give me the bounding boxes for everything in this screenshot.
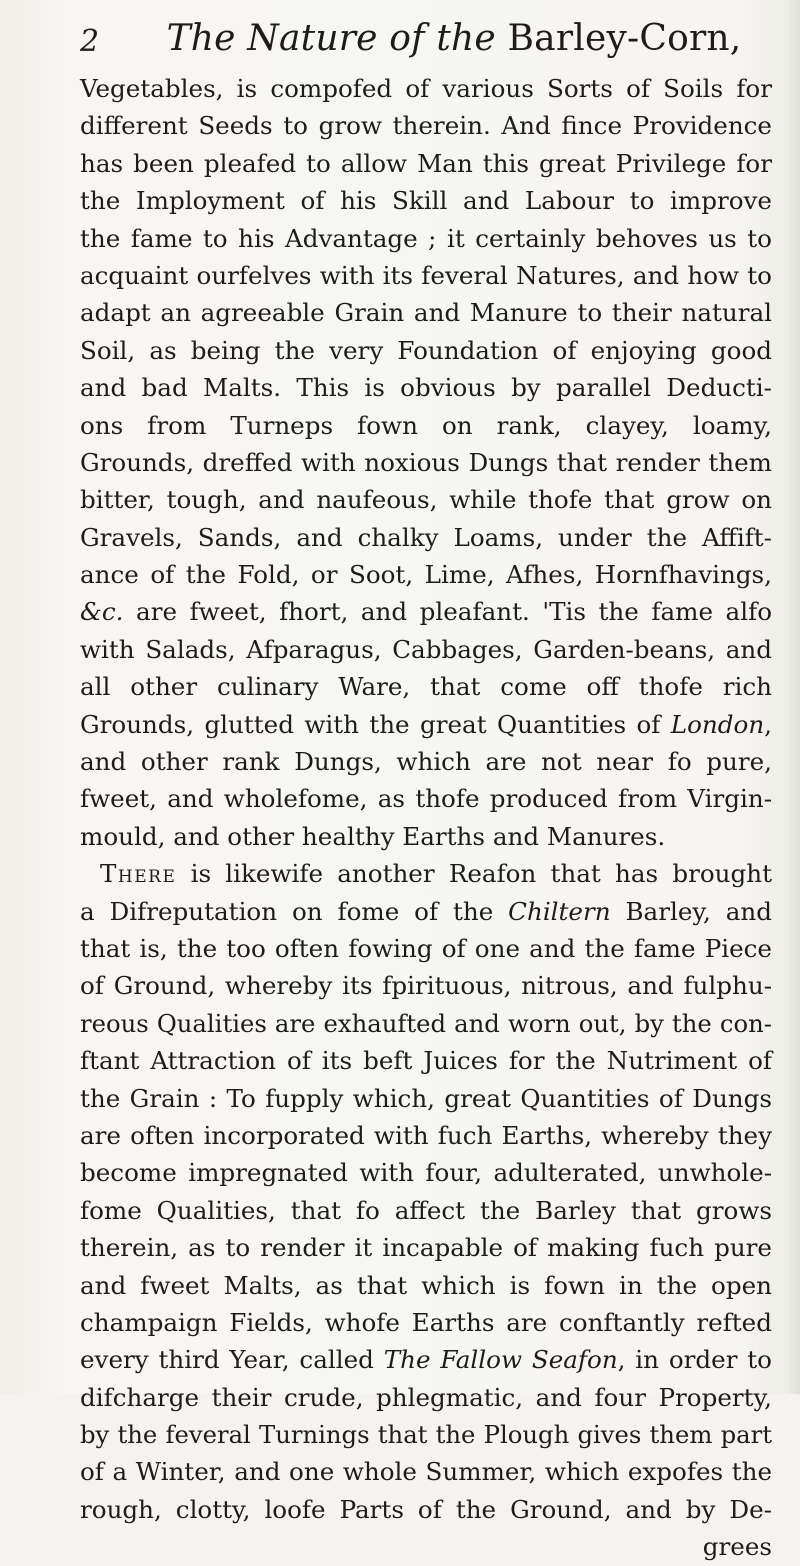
text-segment: become impregnated with four, adulterated, unwhole- [80, 1158, 772, 1188]
text-line [80, 706, 772, 743]
text-segment: fweet, and wholefome, as thofe produced from Virgin- [80, 784, 772, 814]
text-line [80, 1042, 772, 1079]
text-segment-italic: &c. [80, 597, 124, 627]
text-line [80, 1229, 772, 1266]
text-line [80, 1341, 772, 1378]
text-line [80, 818, 772, 855]
text-segment: all other culinary Ware, that come off thofe rich [80, 672, 772, 702]
text-line [80, 556, 772, 593]
running-title [138, 18, 770, 59]
page-number: 2 [80, 24, 100, 59]
text-line [80, 1080, 772, 1117]
text-segment: are often incorporated with fuch Earths, whereby they [80, 1120, 772, 1150]
text-segment: with Salads, Afparagus, Cabbages, Garden-beans, and [80, 634, 772, 664]
text-line [80, 182, 772, 219]
text-segment: the fame to his Advantage ; it certainly behoves us to [80, 223, 772, 253]
text-segment: bitter, tough, and naufeous, while thofe that grow on [80, 485, 772, 515]
text-line [80, 893, 772, 930]
text-segment: champaign Fields, whofe Earths are conftantly refted [80, 1307, 772, 1337]
text-segment: therein, as to render it incapable of making fuch pure [80, 1233, 772, 1263]
text-line [80, 481, 772, 518]
text-line [80, 369, 772, 406]
text-line [80, 70, 772, 107]
text-line [80, 1304, 772, 1341]
text-segment-italic: London [670, 709, 765, 739]
running-title-italic: The Nature of the [166, 18, 508, 59]
text-line [80, 107, 772, 144]
running-head [80, 18, 770, 70]
text-line [80, 855, 772, 892]
text-line [80, 593, 772, 630]
text-segment: is likewife another Reafon that has brought [176, 859, 772, 889]
text-line [80, 145, 772, 182]
text-segment: ance of the Fold, or Soot, Lime, Afhes, Hornfhavings, [80, 560, 772, 590]
catchword-text: grees [702, 1532, 772, 1562]
text-line [80, 668, 772, 705]
text-segment-italic: Chiltern [508, 896, 611, 926]
text-segment: and fweet Malts, as that which is fown in the open [80, 1270, 772, 1300]
text-line [80, 220, 772, 257]
text-line [80, 519, 772, 556]
text-line [80, 1267, 772, 1304]
text-segment: by the feveral Turnings that the Plough gives them part [80, 1420, 772, 1450]
text-segment: Gravels, Sands, and chalky Loams, under the Affift- [80, 522, 772, 552]
text-segment: Barley, and [610, 896, 772, 926]
text-segment: adapt an agreeable Grain and Manure to their natural [80, 298, 772, 328]
text-line [80, 1491, 772, 1528]
text-line [80, 780, 772, 817]
text-segment: a Difreputation on fome of the [80, 896, 509, 926]
text-segment: that is, the too often fowing of one and the fame Piece [80, 933, 772, 963]
text-line [80, 407, 772, 444]
text-line [80, 631, 772, 668]
text-line [80, 332, 772, 369]
text-segment: every third Year, called [80, 1345, 384, 1375]
text-segment: of a Winter, and one whole Summer, which expofes the [80, 1457, 772, 1487]
text-segment: rough, clotty, loofe Parts of the Ground, and by De- [80, 1494, 772, 1524]
text-segment: acquaint ourfelves with its feveral Natures, and how to [80, 260, 772, 290]
text-segment: the Grain : To fupply which, great Quantities of Dungs [80, 1083, 772, 1113]
text-segment: and bad Malts. This is obvious by parallel Deducti- [80, 373, 772, 403]
text-line [80, 930, 772, 967]
text-segment: Soil, as being the very Foundation of enjoying good [80, 335, 772, 365]
text-line [80, 1453, 772, 1490]
text-segment-italic: The Fallow Seafon [383, 1345, 618, 1375]
text-segment: has been pleafed to allow Man this great Privilege for [80, 148, 772, 178]
text-segment: mould, and other healthy Earths and Manures. [80, 821, 666, 851]
text-segment: Grounds, dreffed with noxious Dungs that render them [80, 447, 772, 477]
page-edge-shadow [786, 0, 800, 1394]
text-segment: ons from Turneps fown on rank, clayey, loamy, [80, 410, 772, 440]
text-line [80, 1005, 772, 1042]
text-line [80, 1379, 772, 1416]
text-segment: different Seeds to grow therein. And fince Providence [80, 111, 772, 141]
text-segment: are fweet, fhort, and pleafant. 'Tis the fame alfo [123, 597, 772, 627]
text-line [80, 1192, 772, 1229]
body-text [80, 70, 772, 1566]
text-segment: Grounds, glutted with the great Quantities of [80, 709, 671, 739]
text-segment: reous Qualities are exhaufted and worn out, by the con- [80, 1008, 772, 1038]
text-line [80, 444, 772, 481]
text-segment: the Imployment of his Skill and Labour to improve [80, 186, 772, 216]
text-line [80, 1154, 772, 1191]
text-line [80, 743, 772, 780]
text-segment: ftant Attraction of its beft Juices for the Nutriment of [80, 1046, 772, 1076]
text-segment: , [764, 709, 772, 739]
text-segment: and other rank Dungs, which are not near fo pure, [80, 747, 772, 777]
text-segment: , in order to [617, 1345, 772, 1375]
text-segment: difcharge their crude, phlegmatic, and four Property, [80, 1382, 772, 1412]
text-line [80, 1416, 772, 1453]
paragraph-opening-word: There [100, 859, 177, 889]
text-segment: fome Qualities, that fo affect the Barley that grows [80, 1195, 772, 1225]
catchword [80, 1528, 772, 1565]
text-segment: of Ground, whereby its fpirituous, nitrous, and fulphu- [80, 971, 772, 1001]
text-segment: Vegetables, is compofed of various Sorts of Soils for [80, 74, 772, 103]
text-line [80, 257, 772, 294]
text-line [80, 294, 772, 331]
text-line [80, 1117, 772, 1154]
running-title-roman: Barley-Corn, [507, 18, 742, 59]
text-line [80, 967, 772, 1004]
